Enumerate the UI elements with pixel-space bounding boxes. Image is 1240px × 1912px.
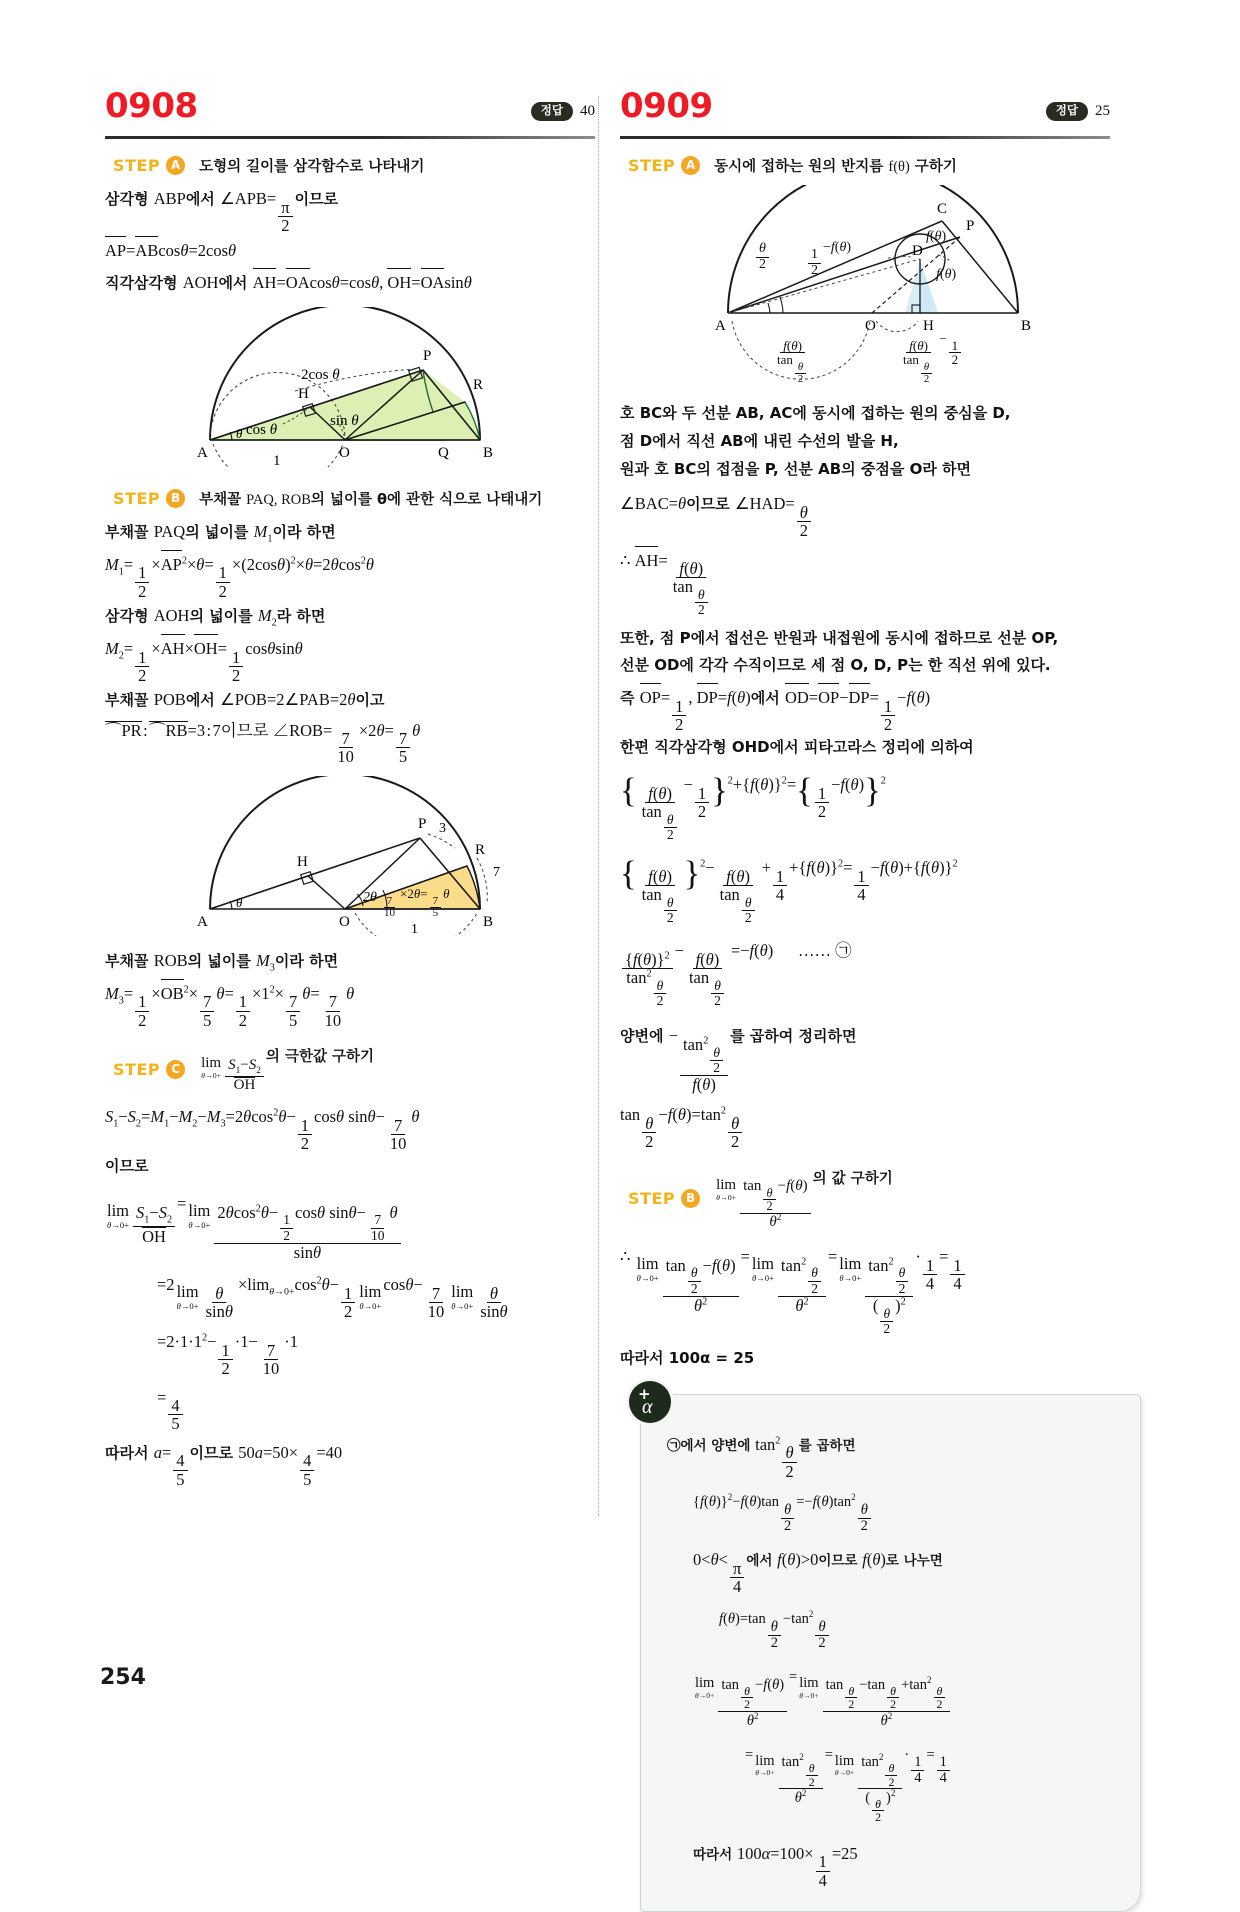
text-line: 호 BC와 두 선분 AB, AC에 동시에 접하는 원의 중심을 D,: [620, 404, 1011, 422]
figure-0908-1: [105, 307, 595, 472]
math-line: = lim θ→0+ $\tan^2$ $\frac{\theta}{2}$ $\theta^2$ = lim θ→0+ $\tan^2$ $\frac{\theta}{2}$ ( $\frac{\theta}{2}$ )$^2$ · $\frac{1}{4}$ = $\frac{1}{4}$: [745, 1743, 1122, 1824]
math-line: =2 lim θ→0+ $\frac{\theta}{\sin\theta}$ $\times\lim_{\theta\to 0+}\cos^2\theta-$ $\frac{1}{2}$ lim θ→0+ cosθ− $\frac{7}{10}$ lim θ→0+ $\frac{\theta}{\sin\theta}$: [157, 1275, 508, 1322]
text-line: 한편 직각삼각형 OHD에서 피타고라스 정리에 의하여: [620, 738, 974, 757]
header-rule: [620, 136, 1110, 139]
text-line: ∠BAC=θ이므로 ∠HAD= $\frac{\theta}{2}$: [620, 490, 1110, 539]
step-title: [714, 155, 957, 176]
figure-label: H: [297, 853, 308, 870]
math-line: { f(θ) tan $\frac{\theta}{2}$ }$^2$− f(θ) tan $\frac{\theta}{2}$ + $\frac{1}{4}$ $+\{f(\theta)\}^2=$ $\frac{1}{4}$ $-f(\theta)+\{f(\theta)\}^2$: [620, 855, 958, 926]
step-title-post: 의 넓이를 θ에 관한 식으로 나태내기: [310, 491, 543, 508]
text-line: 0<θ< $\frac{\pi}{4}$ 에서 f(θ)>0이므로 f(θ)로 나누면: [693, 1549, 943, 1596]
figure-label: O: [339, 913, 350, 930]
math-line: $\{f(\theta)\}^2-f(\theta)\tan$ $\frac{\theta}{2}$ $=-f(\theta)\tan^2$ $\frac{\theta}{2}$: [693, 1490, 1122, 1534]
text-line: 직각삼각형 AOH에서 AH=OAcosθ=cosθ, OH=OAsinθ: [105, 268, 595, 297]
header-rule: [105, 136, 595, 139]
answer-value: 40: [580, 102, 595, 119]
figure-annotation: sin θ: [330, 412, 359, 429]
figure-label: B: [483, 913, 494, 930]
problem-column-0909: [620, 88, 1110, 1912]
figure-label: B: [483, 444, 494, 461]
answer-badge-group: [531, 102, 595, 121]
math-line: tan $\frac{\theta}{2}$ $-f(\theta)=\tan^2$ $\frac{\theta}{2}$: [620, 1101, 1110, 1150]
problem-header-0908: [105, 88, 595, 134]
problem-header-0909: [620, 88, 1110, 134]
step-badge-a: A: [681, 156, 700, 175]
text-line: 양변에 − $\tan^2$ $\frac{\theta}{2}$ f(θ) 를 곱하여 정리하면: [620, 1026, 857, 1095]
figure-label: B: [1021, 318, 1032, 334]
math-line: = $\frac{4}{5}$: [157, 1384, 595, 1433]
math-line: $M_3=$ $\frac{1}{2}$ $\times OB^2\times$ $\frac{7}{5}$ θ= $\frac{1}{2}$ $\times 1^2\times$ $\frac{7}{5}$ θ= $\frac{7}{10}$ θ: [105, 979, 595, 1029]
problem-column-0908: [105, 88, 595, 1490]
figure-label: O: [339, 444, 350, 461]
figure-label: A: [197, 913, 208, 930]
step-title-pre: 동시에 접하는 원의 반지름: [714, 159, 889, 175]
text-line: 원과 호 BC의 접점을 P, 선분 AB의 중점을 O라 하면: [620, 459, 972, 478]
figure-0909: C P D A O H B $\frac{\theta}{2}$ f(θ) f(θ) $\frac{1}{2}$ −f(θ) f(θ) tan $\frac{\theta}{2}$ f(θ) tan $\frac{\theta}{2}$ − $\frac{1}{2}$: [620, 185, 1110, 395]
answer-label: 정답: [531, 102, 573, 121]
step-title-text: 의 값 구하기: [812, 1170, 893, 1187]
answer-label: 정답: [1046, 102, 1088, 121]
text-line: 부채꼴 ROB의 넓이를 $M_3$이라 하면: [105, 950, 339, 974]
figure-label: R: [473, 376, 484, 393]
figure-label: A: [715, 318, 726, 334]
text-line: 부채꼴 POB에서 ∠POB=2∠PAB=2θ이고: [105, 690, 385, 710]
step-a-0908: [113, 155, 595, 176]
answer-badge-group: [1046, 102, 1110, 121]
figure-label: H: [923, 318, 934, 334]
text-line: 또한, 점 P에서 접선은 반원과 내접원에 동시에 접하므로 선분 OP,: [620, 628, 1059, 647]
figure-annotation: 2θ: [363, 889, 377, 905]
figure-annotation: 3: [439, 820, 446, 836]
figure-label: P: [418, 815, 427, 832]
step-word: STEP: [628, 156, 676, 175]
figure-label: O: [865, 318, 876, 334]
figure-label: H: [298, 385, 309, 402]
math-line: ∴ AH= f(θ) tan $\frac{\theta}{2}$: [620, 546, 1110, 618]
figure-label: D: [912, 243, 923, 259]
text-line: ㉠에서 양변에 $\tan^2$ $\frac{\theta}{2}$ 를 곱하면: [667, 1434, 856, 1481]
step-title: lim θ→0+ $\frac{S_1-S_2}{OH}$ 의 극한값 구하기: [201, 1048, 375, 1094]
step-c-0908: [113, 1045, 595, 1094]
math-line: f(θ)=tan $\frac{\theta}{2}$ $-\tan^2$ $\frac{\theta}{2}$: [719, 1607, 1122, 1651]
math-line: $M_1=$ $\frac{1}{2}$ $\times AP^2\times\theta=$ $\frac{1}{2}$ $\times(2\cos\theta)^2\times\theta=2\theta\cos^2\theta$: [105, 550, 595, 600]
plus-alpha-badge-icon: [629, 1381, 671, 1423]
text-line: 따라서 100α=100× $\frac{1}{4}$ =25: [693, 1843, 858, 1890]
figure-annotation: 1: [411, 921, 418, 936]
step-title-pre: 부채꼴: [199, 491, 247, 508]
page-number: 254: [100, 1665, 146, 1690]
math-line: lim θ→0+ $\frac{S_1-S_2}{OH}$ = lim θ→0+ 2θcos$^2$θ− $\frac{1}{2}$ cosθ sinθ− $\frac{7}{10}$ θ sinθ: [105, 1190, 595, 1261]
step-a-0909: [628, 155, 1110, 176]
math-line: $\{f(\theta)\}^2$ $\tan^2$ $\frac{\theta}{2}$ − f(θ) tan $\frac{\theta}{2}$ =−f(θ) …… ㉠: [620, 937, 1110, 1008]
step-badge-a: A: [166, 156, 185, 175]
step-word: STEP: [113, 1059, 161, 1079]
step-word: STEP: [113, 156, 161, 175]
math-line: $S_1-S_2=M_1-M_2-M_3=2\theta\cos^2\theta-$ $\frac{1}{2}$ cosθ sinθ− $\frac{7}{10}$ θ: [105, 1107, 420, 1153]
answer-value: 25: [1095, 102, 1110, 119]
text-line: 부채꼴 PAQ의 넓이를 $M_1$이라 하면: [105, 521, 336, 545]
math-line: { f(θ) tan $\frac{\theta}{2}$ − $\frac{1}{2}$ }$^2+\{f(\theta)\}^2=${ $\frac{1}{2}$ −f(θ)}$^2$: [620, 772, 886, 843]
step-word: STEP: [113, 488, 161, 508]
text-line: 삼각형 ABP에서 ∠APB= $\frac{\pi}{2}$ 이므로: [105, 189, 339, 235]
text-line: 따라서 100α = 25: [620, 1349, 755, 1368]
math-line: ∴ lim θ→0+ tan $\frac{\theta}{2}$ −f(θ) $\theta^2$ = lim θ→0+ $\tan^2$ $\frac{\theta}{2}$ $\theta^2$ = lim θ→0+ $\tan^2$ $\frac{\theta}{2}$ ( $\frac{\theta}{2}$ )$^2$ · $\frac{1}{4}$ = $\frac{1}{4}$: [620, 1243, 1110, 1336]
step-badge-b: B: [681, 1189, 700, 1208]
step-title-math: f(θ): [888, 159, 910, 175]
column-divider: [598, 96, 599, 1516]
figure-annotation: 1: [273, 452, 281, 467]
plus-alpha-box: [638, 1384, 1141, 1912]
plus-icon: +: [638, 1384, 651, 1403]
figure-annotation: 7: [493, 864, 500, 880]
step-title: lim θ→0+ tan $\frac{\theta}{2}$ −f(θ) $\theta^2$ 의 값 구하기: [716, 1170, 893, 1231]
alpha-icon: α: [642, 1395, 653, 1418]
step-b-0909: [628, 1167, 1110, 1232]
figure-label: P: [966, 218, 975, 234]
text-line: 즉 OP= $\frac{1}{2}$ , DP=f(θ)에서 OD=OP−DP= $\frac{1}{2}$ −f(θ): [620, 683, 1110, 733]
math-line: $M_2=$ $\frac{1}{2}$ ×AH×OH= $\frac{1}{2}$ cosθsinθ: [105, 634, 595, 684]
text-line: 이므로: [105, 1157, 149, 1176]
figure-label: A: [197, 444, 208, 461]
text-line: 선분 OD에 각각 수직이므로 세 점 O, D, P는 한 직선 위에 있다.: [620, 656, 1051, 675]
figure-label: Q: [438, 444, 449, 461]
figure-label: P: [423, 347, 432, 364]
step-title: 도형의 길이를 삼각함수로 나타내기: [199, 159, 425, 175]
figure-0908-2: P R H A O B 3 7 2θ θ 1 $\frac{7}{10}$ ×2θ= $\frac{7}{5}$ θ: [105, 776, 595, 941]
step-b-0908: [113, 488, 595, 509]
text-line: 따라서 a= $\frac{4}{5}$ 이므로 50a=50× $\frac{4}{5}$ =40: [105, 1442, 343, 1489]
step-word: STEP: [628, 1189, 676, 1209]
math-line: $=2\cdot 1\cdot 1^2-$ $\frac{1}{2}$ ·1− $\frac{7}{10}$ ·1: [157, 1332, 299, 1379]
step-title: [199, 488, 542, 509]
figure-label: R: [475, 841, 486, 858]
figure-annotation: θ: [236, 425, 243, 441]
figure-annotation: θ: [236, 894, 243, 910]
figure-annotation: cos θ: [246, 421, 278, 438]
figure-label: C: [937, 201, 948, 217]
step-badge-c: C: [166, 1060, 185, 1079]
step-title-text: 의 극한값 구하기: [265, 1048, 375, 1065]
math-line: AP=ABcosθ=2cosθ: [105, 236, 595, 265]
step-title-math: PAQ, ROB: [246, 491, 311, 508]
math-line: ⌒PR : ⌒RB=3 : 7이므로 ∠ROB= $\frac{7}{10}$ ×2θ= $\frac{7}{5}$ θ: [105, 720, 421, 767]
problem-number: 0909: [620, 86, 713, 126]
text-line: 점 D에서 직선 AB에 내린 수선의 발을 H,: [620, 431, 899, 450]
figure-annotation: 2cos θ: [301, 366, 340, 383]
problem-number: 0908: [105, 86, 198, 126]
text-line: 삼각형 AOH의 넓이를 $M_2$라 하면: [105, 606, 326, 629]
step-badge-b: B: [166, 489, 185, 508]
math-line: lim θ→0+ tan $\frac{\theta}{2}$ −f(θ) $\theta^2$ = lim θ→0+ tan $\frac{\theta}{2}$ −tan $\frac{\theta}{2}$ $+\tan^2$ $\frac{\theta}{2}$ $\theta^2$: [693, 1665, 1122, 1728]
step-title-post: 구하기: [909, 159, 957, 175]
